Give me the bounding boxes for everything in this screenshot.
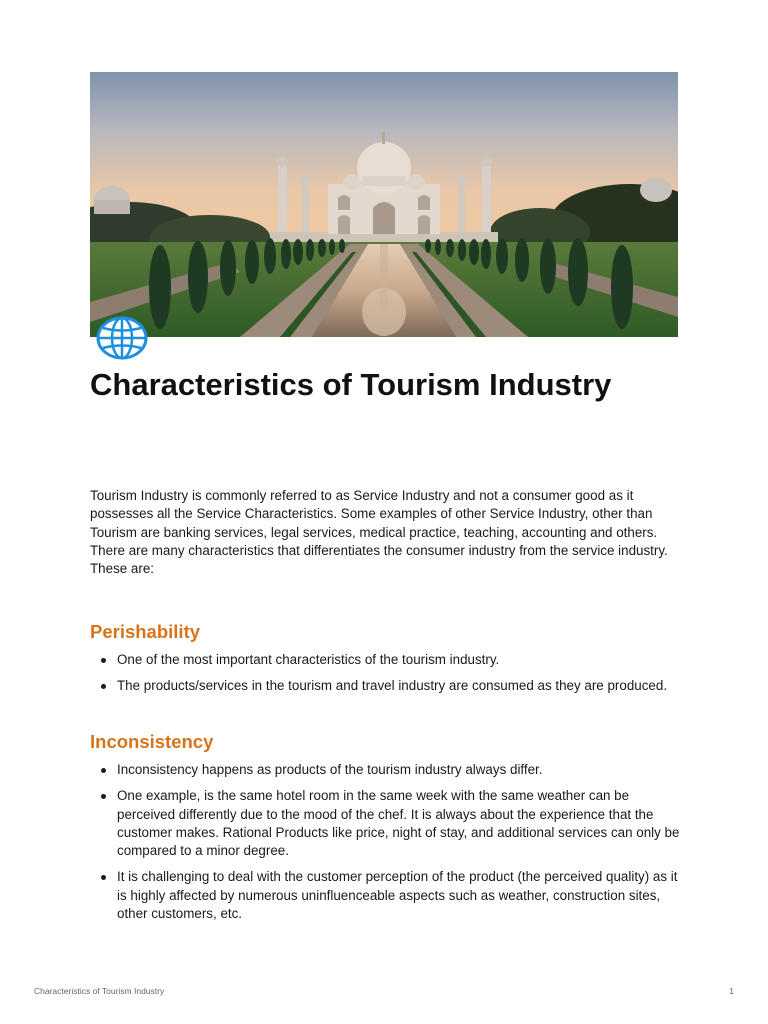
hero-image: [90, 72, 678, 337]
section-heading-inconsistency: Inconsistency: [90, 731, 214, 752]
perishability-list: [90, 651, 680, 704]
list-item: The products/services in the tourism and travel industry are consumed as they are produced.: [90, 677, 680, 695]
list-item: Inconsistency happens as products of the tourism industry always differ.: [90, 761, 680, 779]
list-item: It is challenging to deal with the customer perception of the product (the perceived quality) as it is highly affected by numerous uninfluenceable aspects such as weather, construction sites, other customers, etc.: [90, 868, 680, 923]
list-item: One of the most important characteristics of the tourism industry.: [90, 651, 680, 669]
inconsistency-list: [90, 761, 680, 931]
footer-document-title: Characteristics of Tourism Industry: [34, 986, 165, 996]
section-heading-perishability: Perishability: [90, 621, 201, 642]
intro-paragraph: Tourism Industry is commonly referred to as Service Industry and not a consumer good as it possesses all the Service Characteristics. Some examples of other Service Industry, other than Tourism are banking services, legal services, medical practice, teaching, accounting and others. There are many characteristics that differentiates the consumer industry from the service industry. These are:: [90, 488, 668, 577]
footer-page-number: 1: [729, 986, 734, 996]
page-title: Characteristics of Tourism Industry: [90, 367, 612, 402]
list-item: One example, is the same hotel room in the same week with the same weather can be perceived differently due to the mood of the chef. It is always about the experience that the customer makes. Rational Products like price, night of stay, and additional services can only be compared to a minor degree.: [90, 787, 680, 860]
globe-icon: [96, 316, 148, 360]
